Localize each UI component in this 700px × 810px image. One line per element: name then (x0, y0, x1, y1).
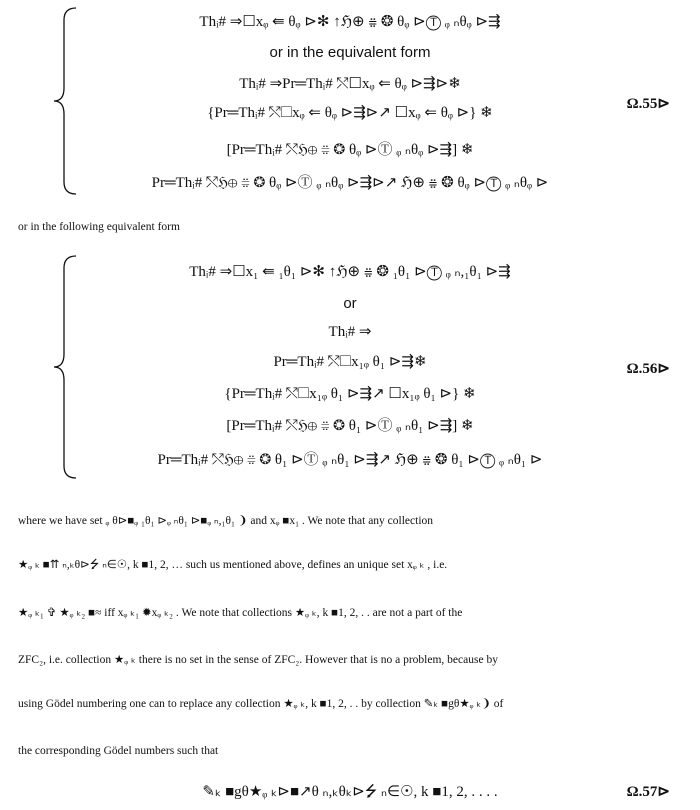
equation-56-line-5: {Pr═Thᵢ# ⤲☐x₁ᵩ θ₁ ⊳⇶↗ ☐x₁ᵩ θ₁ ⊳} ❄ (224, 386, 476, 402)
equation-55-number: Ω.55⊳ (626, 96, 670, 112)
equation-56-line-1: Thᵢ# ⇒☐x₁ ⇚ ₁θ₁ ⊳✻ ↑ℌ⊕ ⩷ ❂ ₁θ₁ ⊳Ⓣ ᵩ ₙ,₁θ₁ ⊳⇶ (189, 264, 511, 280)
equation-57-number: Ω.57⊳ (626, 784, 670, 800)
left-brace (52, 6, 78, 196)
equation-56-line-6: [Pr═Thᵢ# ⤲ℌ⊕ ⩷ ❂ θ₁ ⊳Ⓣ ᵩ ₙθ₁ ⊳⇶] ❄ (226, 418, 474, 434)
between-text: or in the following equivalent form (18, 221, 180, 233)
paragraph-line-5: using Gödel numbering one can to replace any collection ★ᵩ ₖ, k ■1, 2, . . by collection ✎ₖ ■gθ★ᵩ ₖ❩ of (18, 698, 504, 710)
equation-57-line: ✎ₖ ■gθ★ᵩ ₖ⊳■↗θ ₙ,ₖθₖ⊳⭍ ₙ∈☉, k ■1, 2, . . . . (202, 784, 498, 800)
paragraph-line-1: where we have set ᵩ θ⊳■ᵩ ₁θ₁ ⊳ᵩ ₙθ₁ ⊳■ᵩ ₙ,₁θ₁ ❩ and xᵩ ■x₁ . We note that any collection (18, 515, 434, 527)
paragraph-line-3: ★ᵩ ₖ₁ ✞ ★ᵩ ₖ₂ ■≈ iff xᵩ ₖ₁ ✹xᵩ ₖ₂ . We note that collections ★ᵩ ₖ, k ■1, 2, . . are not a part of the (18, 607, 463, 619)
paragraph-line-4: ZFC₂, i.e. collection ★ᵩ ₖ there is no set in the sense of ZFC₂. However that is no a problem, because by (18, 654, 498, 666)
equation-55-line-3: Thᵢ# ⇒Pr═Thᵢ# ⤲☐xᵩ ⇐ θᵩ ⊳⇶⊳❄ (239, 76, 461, 92)
equation-56-line-7: Pr═Thᵢ# ⤲ℌ⊕ ⩷ ❂ θ₁ ⊳Ⓣ ᵩ ₙθ₁ ⊳⇶↗ ℌ⊕ ⩷ ❂ θ₁ ⊳Ⓣ ᵩ ₙθ₁ ⊳ (157, 452, 543, 468)
equation-55-line-5: [Pr═Thᵢ# ⤲ℌ⊕ ⩷ ❂ θᵩ ⊳Ⓣ ᵩ ₙθᵩ ⊳⇶] ❄ (226, 142, 474, 158)
equation-56-block (0, 254, 700, 480)
equation-55-line-6: Pr═Thᵢ# ⤲ℌ⊕ ⩷ ❂ θᵩ ⊳Ⓣ ᵩ ₙθᵩ ⊳⇶⊳↗ ℌ⊕ ⩷ ❂ θᵩ ⊳Ⓣ ᵩ ₙθᵩ ⊳ (151, 175, 549, 191)
equation-55-line-1: Thᵢ# ⇒☐xᵩ ⇚ θᵩ ⊳✻ ↑ℌ⊕ ⩷ ❂ θᵩ ⊳Ⓣ ᵩ ₙθᵩ ⊳⇶ (199, 14, 501, 30)
equation-55-line-2: or in the equivalent form (269, 44, 431, 61)
equation-56-line-4: Pr═Thᵢ# ⤲☐x₁ᵩ θ₁ ⊳⇶❄ (273, 354, 427, 370)
paragraph-line-6: the corresponding Gödel numbers such that (18, 745, 219, 757)
equation-55-line-4: {Pr═Thᵢ# ⤲☐xᵩ ⇐ θᵩ ⊳⇶⊳↗ ☐xᵩ ⇐ θᵩ ⊳} ❄ (207, 105, 493, 121)
paragraph-line-2: ★ᵩ ₖ ■⇈ ₙ,ₖθ⊳⭍ ₙ∈☉, k ■1, 2, … such us mentioned above, defines an unique set xᵩ ₖ , i.e. (18, 559, 448, 571)
equation-56-line-2: or (343, 295, 357, 312)
equation-55-block (0, 6, 700, 196)
left-brace (52, 254, 78, 480)
equation-56-line-3: Thᵢ# ⇒ (328, 324, 372, 340)
equation-56-number: Ω.56⊳ (626, 361, 670, 377)
